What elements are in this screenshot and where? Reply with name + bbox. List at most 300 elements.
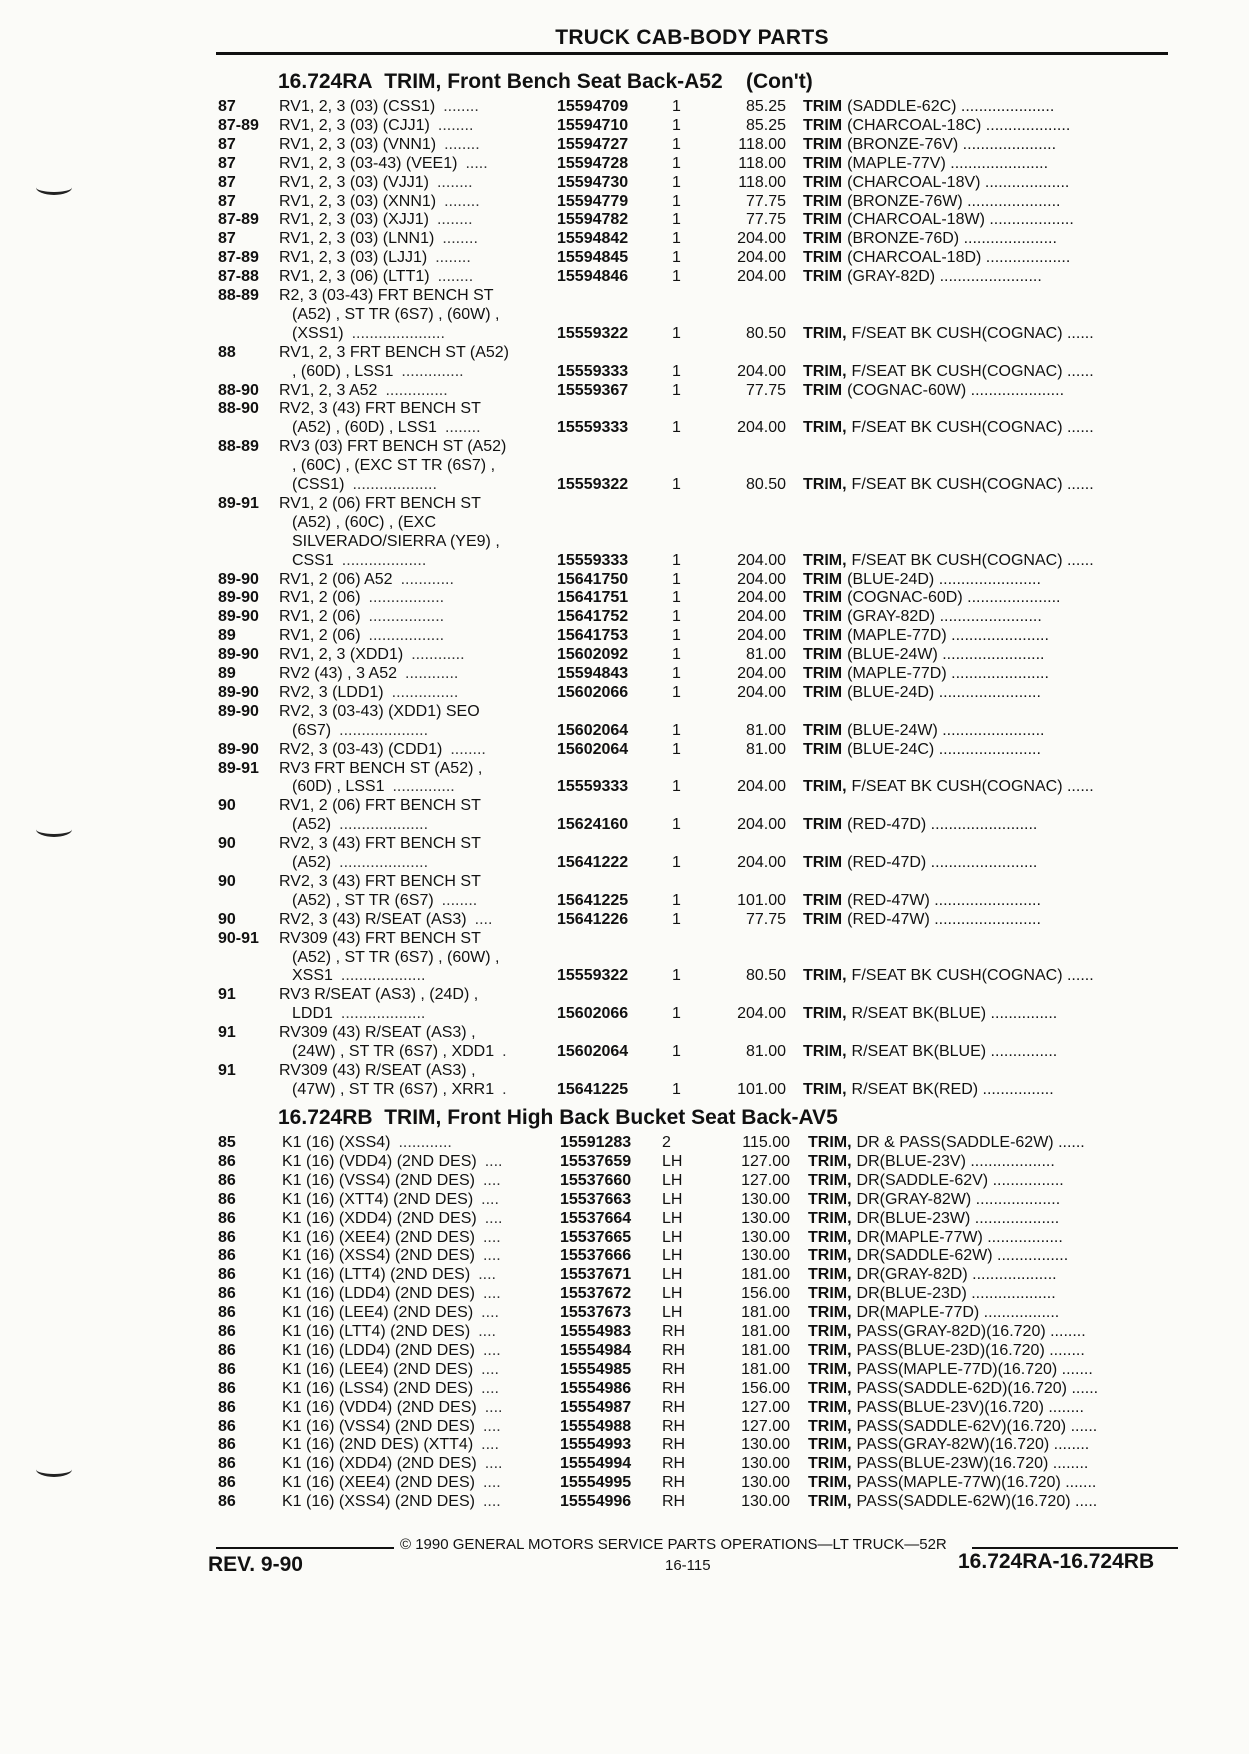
- row-description: [292, 305, 507, 324]
- row-name: [808, 1473, 1096, 1492]
- row-quantity: RH: [662, 1341, 686, 1359]
- row-description-text: RV1, 2, 3 (03) (VNN1): [279, 135, 437, 153]
- row-description-text: RV1, 2, 3 FRT BENCH ST (A52): [279, 343, 510, 361]
- section-code: 16.724RB: [278, 1106, 373, 1129]
- row-leader: ....: [482, 1247, 501, 1265]
- row-description: [292, 513, 444, 532]
- row-description: [282, 1190, 499, 1209]
- row-price: 204.00: [737, 419, 786, 437]
- row-leader: ....: [478, 1323, 496, 1340]
- table-row: [0, 1284, 1249, 1303]
- row-year: 86: [218, 1455, 236, 1473]
- table-row: [0, 929, 1249, 948]
- row-part-number: 15594846: [557, 268, 629, 286]
- row-quantity: 1: [672, 665, 681, 682]
- row-year: 91: [218, 1061, 236, 1079]
- row-name: [803, 626, 1049, 645]
- row-keyword: TRIM,: [808, 1417, 852, 1435]
- table-row: [0, 664, 1249, 683]
- row-name-text: (RED-47D) ........................: [847, 816, 1038, 834]
- row-name: [803, 740, 1041, 759]
- row-year: 89-90: [218, 608, 259, 626]
- row-description: [292, 418, 481, 437]
- row-quantity: 1: [672, 324, 681, 342]
- row-leader: ....: [484, 1398, 503, 1416]
- row-description-text: RV1, 2 (06) FRT BENCH ST: [279, 494, 481, 512]
- row-leader: ....: [482, 1417, 501, 1435]
- row-description-text: RV309 (43) FRT BENCH ST: [279, 929, 481, 947]
- punch-hole-mark: [36, 1462, 72, 1477]
- row-price: 130.00: [741, 1436, 790, 1454]
- row-part-number: 15641226: [557, 910, 629, 928]
- table-row: [0, 192, 1249, 211]
- row-description: [279, 343, 517, 362]
- table-row: [0, 343, 1249, 362]
- row-quantity: RH: [662, 1379, 686, 1397]
- row-leader: ............: [400, 570, 454, 588]
- row-description-text: K1 (16) (LTT4) (2ND DES): [282, 1266, 471, 1284]
- row-leader: ............: [405, 665, 459, 682]
- row-keyword: TRIM,: [808, 1341, 852, 1359]
- row-leader: ....: [481, 1379, 499, 1397]
- row-year: 87-89: [218, 116, 259, 134]
- row-part-number: 15537659: [560, 1152, 632, 1170]
- row-quantity: RH: [662, 1436, 686, 1454]
- row-leader: ....: [482, 1228, 501, 1246]
- row-description: [292, 777, 455, 796]
- table-row: [0, 1004, 1249, 1023]
- row-leader: ....: [478, 1266, 496, 1284]
- row-description-text: (XSS1): [292, 324, 344, 342]
- row-keyword: TRIM,: [803, 476, 847, 493]
- row-leader: ........: [436, 211, 473, 229]
- row-description-text: K1 (16) (LTT4) (2ND DES): [282, 1323, 471, 1340]
- row-name: [808, 1133, 1085, 1152]
- row-description: [282, 1473, 501, 1492]
- row-description: [279, 607, 444, 626]
- row-part-number: 15554985: [560, 1360, 632, 1378]
- row-part-number: 15594728: [557, 154, 629, 172]
- row-part-number: 15537665: [560, 1228, 632, 1246]
- row-name: [808, 1379, 1098, 1398]
- row-year: 86: [218, 1341, 236, 1359]
- row-description: [279, 135, 480, 154]
- row-leader: ....: [482, 1341, 501, 1359]
- row-description: [279, 248, 471, 267]
- row-year: 90: [218, 797, 236, 815]
- row-leader: ........: [450, 740, 486, 758]
- table-row: [0, 759, 1249, 778]
- row-description-text: R2, 3 (03-43) FRT BENCH ST: [279, 287, 494, 304]
- row-year: 89: [218, 627, 236, 645]
- row-description-text: (CSS1): [292, 476, 345, 493]
- row-name: [808, 1284, 1056, 1303]
- row-name-text: DR(GRAY-82W) ...................: [856, 1190, 1061, 1208]
- table-row: [0, 702, 1249, 721]
- table-row: [0, 97, 1249, 116]
- row-year: 87: [218, 173, 236, 191]
- row-quantity: LH: [662, 1209, 683, 1227]
- row-name-text: DR(MAPLE-77W) .................: [856, 1228, 1063, 1246]
- row-description-text: K1 (16) (LEE4) (2ND DES): [282, 1360, 474, 1378]
- row-year: 86: [218, 1247, 236, 1265]
- row-description-text: RV1, 2, 3 (03) (XJJ1): [279, 211, 429, 229]
- row-price: 181.00: [741, 1360, 790, 1378]
- row-keyword: TRIM: [803, 665, 843, 682]
- row-name-text: PASS(GRAY-82D)(16.720) ........: [856, 1323, 1086, 1340]
- row-price: 118.00: [738, 154, 786, 172]
- row-description-text: RV1, 2, 3 (03) (CJJ1): [279, 116, 430, 134]
- row-quantity: RH: [662, 1417, 686, 1435]
- row-quantity: 1: [672, 967, 681, 985]
- row-keyword: TRIM,: [808, 1266, 852, 1284]
- row-name-text: PASS(BLUE-23D)(16.720) ........: [856, 1341, 1085, 1359]
- table-row: [0, 173, 1249, 192]
- table-row: [0, 1398, 1249, 1417]
- row-description: [292, 891, 477, 910]
- row-year: 87: [218, 154, 236, 172]
- row-description: [279, 626, 444, 645]
- row-description-text: RV3 FRT BENCH ST (A52) ,: [279, 759, 483, 777]
- table-row: [0, 1190, 1249, 1209]
- row-leader: .: [502, 1043, 507, 1060]
- row-name: [803, 872, 808, 891]
- row-part-number: 15559333: [557, 778, 629, 796]
- row-price: 204.00: [737, 665, 786, 682]
- row-price: 204.00: [737, 268, 786, 286]
- row-year: 91: [218, 1024, 236, 1042]
- row-description: [292, 551, 426, 570]
- row-name: [803, 759, 808, 778]
- row-part-number: 15594843: [557, 665, 629, 682]
- row-part-number: 15554995: [560, 1474, 632, 1492]
- row-keyword: TRIM,: [808, 1134, 852, 1151]
- row-description-text: RV1, 2 (06) A52: [279, 570, 393, 588]
- row-name: [803, 532, 808, 551]
- row-leader: ...................: [341, 551, 427, 569]
- row-year: 90-91: [218, 929, 259, 947]
- row-quantity: 1: [672, 135, 681, 153]
- row-name: [803, 929, 808, 948]
- row-year: 89: [218, 665, 236, 682]
- row-name: [803, 1023, 808, 1042]
- row-part-number: 15591283: [560, 1134, 632, 1151]
- row-description: [282, 1303, 499, 1322]
- row-name: [803, 702, 808, 721]
- row-name: [803, 475, 1094, 494]
- row-year: 87: [218, 98, 236, 115]
- row-description: [282, 1417, 501, 1436]
- row-name: [803, 551, 1094, 570]
- row-description-text: K1 (16) (XSS4): [282, 1134, 391, 1151]
- row-name: [803, 324, 1094, 343]
- table-row: [0, 777, 1249, 796]
- row-keyword: TRIM,: [808, 1304, 852, 1322]
- row-keyword: TRIM: [803, 173, 843, 191]
- row-name: [803, 721, 1044, 740]
- row-year: 88-89: [218, 287, 259, 304]
- row-description: [279, 437, 514, 456]
- table-row: [0, 1152, 1249, 1171]
- row-price: 130.00: [741, 1228, 790, 1246]
- row-description: [282, 1341, 501, 1360]
- table-row: [0, 645, 1249, 664]
- row-description: [292, 1004, 425, 1023]
- table-row: [0, 381, 1249, 400]
- row-name-text: (RED-47W) ........................: [847, 891, 1041, 909]
- row-name-text: (BRONZE-76D) .....................: [847, 230, 1057, 248]
- row-price: 81.00: [745, 646, 786, 664]
- row-name-text: DR(SADDLE-62W) ................: [856, 1247, 1069, 1265]
- row-price: 118.00: [738, 135, 786, 153]
- table-row: [0, 229, 1249, 248]
- row-description: [282, 1246, 501, 1265]
- row-part-number: 15594730: [557, 173, 629, 191]
- row-part-number: 15594845: [557, 249, 629, 267]
- row-name: [803, 343, 808, 362]
- row-name-text: (GRAY-82D) .......................: [847, 268, 1042, 286]
- table-row: [0, 1080, 1249, 1099]
- row-price: 204.00: [737, 627, 786, 645]
- row-price: 81.00: [745, 740, 786, 758]
- row-quantity: 1: [672, 570, 681, 588]
- row-part-number: 15559322: [557, 967, 629, 985]
- row-year: 89-90: [218, 702, 259, 720]
- row-year: 88: [218, 343, 236, 361]
- row-description: [292, 324, 445, 343]
- footer-revision: REV. 9-90: [208, 1553, 303, 1576]
- row-name: [803, 853, 1037, 872]
- row-name: [803, 248, 1070, 267]
- row-year: 90: [218, 910, 236, 928]
- row-quantity: 1: [672, 1080, 681, 1098]
- table-row: [0, 1435, 1249, 1454]
- table-row: [0, 1209, 1249, 1228]
- row-description-text: K1 (16) (XSS4) (2ND DES): [282, 1247, 475, 1265]
- row-year: 89-91: [218, 494, 259, 512]
- row-description: [279, 985, 486, 1004]
- section-code: 16.724RA: [278, 70, 373, 93]
- row-name: [803, 891, 1041, 910]
- punch-hole-mark: [36, 822, 72, 837]
- section-text: TRIM, Front High Back Bucket Seat Back-AV5: [384, 1106, 838, 1129]
- row-description: [279, 210, 473, 229]
- row-part-number: 15554983: [560, 1323, 632, 1340]
- row-name: [803, 362, 1094, 381]
- row-name-text: PASS(SADDLE-62V)(16.720) ......: [856, 1417, 1098, 1435]
- row-description-text: RV2, 3 (03-43) (CDD1): [279, 740, 443, 758]
- row-keyword: TRIM,: [803, 967, 847, 985]
- row-leader: ........: [442, 230, 478, 248]
- row-keyword: TRIM,: [803, 324, 847, 342]
- row-quantity: 1: [672, 683, 681, 701]
- row-description-text: K1 (16) (XDD4) (2ND DES): [282, 1455, 477, 1473]
- row-name-text: (RED-47W) ........................: [847, 910, 1041, 928]
- row-name-text: (BLUE-24W) .......................: [847, 646, 1045, 664]
- row-description-text: RV1, 2 (06): [279, 608, 361, 626]
- row-name-text: (CHARCOAL-18V) ...................: [847, 173, 1070, 191]
- row-price: 77.75: [745, 192, 786, 210]
- row-name: [803, 399, 808, 418]
- row-name: [808, 1152, 1055, 1171]
- table-row: [0, 437, 1249, 456]
- row-description: [282, 1171, 501, 1190]
- row-year: 86: [218, 1228, 236, 1246]
- table-row: [0, 1023, 1249, 1042]
- row-name-text: F/SEAT BK CUSH(COGNAC) ......: [851, 551, 1094, 569]
- row-year: 86: [218, 1360, 236, 1378]
- row-description-text: K1 (16) (XTT4) (2ND DES): [282, 1190, 474, 1208]
- row-part-number: 15559333: [557, 419, 629, 437]
- row-description: [282, 1265, 496, 1284]
- row-quantity: 1: [672, 627, 681, 645]
- row-part-number: 15537663: [560, 1190, 632, 1208]
- row-leader: ....: [484, 1209, 503, 1227]
- row-name: [808, 1341, 1085, 1360]
- row-description: [292, 362, 464, 381]
- row-quantity: LH: [662, 1247, 683, 1265]
- row-keyword: TRIM: [803, 116, 843, 134]
- table-row: [0, 116, 1249, 135]
- row-quantity: 1: [672, 154, 681, 172]
- row-name: [803, 645, 1044, 664]
- row-description: [279, 683, 458, 702]
- row-part-number: 15559333: [557, 362, 629, 380]
- row-quantity: RH: [662, 1455, 686, 1473]
- row-description-text: RV2, 3 (43) FRT BENCH ST: [279, 835, 481, 853]
- row-description: [282, 1284, 501, 1303]
- row-part-number: 15641750: [557, 570, 629, 588]
- section-title-rb: [278, 1106, 838, 1130]
- row-leader: ....: [484, 1152, 503, 1170]
- row-name: [803, 777, 1094, 796]
- row-description: [282, 1209, 502, 1228]
- row-description: [279, 702, 488, 721]
- row-name: [803, 437, 808, 456]
- table-row: [0, 1492, 1249, 1511]
- row-description-text: RV1, 2, 3 (XDD1): [279, 646, 404, 664]
- row-name-text: PASS(MAPLE-77D)(16.720) .......: [856, 1360, 1093, 1378]
- row-leader: ..............: [385, 381, 448, 399]
- row-name-text: (BRONZE-76W) .....................: [847, 192, 1061, 210]
- row-year: 86: [218, 1190, 236, 1208]
- row-part-number: 15537666: [560, 1247, 632, 1265]
- row-name-text: (RED-47D) ........................: [847, 854, 1038, 871]
- row-name: [803, 910, 1041, 929]
- row-description: [282, 1492, 501, 1511]
- table-row: [0, 721, 1249, 740]
- row-description: [279, 267, 473, 286]
- row-quantity: RH: [662, 1474, 686, 1492]
- row-name: [803, 1061, 808, 1080]
- row-description-text: (A52) , ST TR (6S7) , (60W) ,: [292, 948, 500, 966]
- row-keyword: TRIM: [803, 627, 843, 645]
- row-leader: .....: [465, 154, 488, 172]
- row-name-text: (SADDLE-62C) .....................: [847, 98, 1055, 115]
- row-keyword: TRIM: [803, 740, 843, 758]
- table-row: [0, 154, 1249, 173]
- row-description-text: LDD1: [292, 1005, 333, 1023]
- row-keyword: TRIM: [803, 570, 843, 588]
- row-keyword: TRIM: [803, 721, 843, 739]
- row-leader: ....: [481, 1304, 499, 1322]
- row-description: [292, 966, 425, 985]
- row-name: [803, 570, 1041, 589]
- row-leader: ........: [436, 173, 473, 191]
- row-price: 204.00: [737, 589, 786, 607]
- row-price: 85.25: [745, 116, 786, 134]
- row-name: [803, 173, 1069, 192]
- row-description: [279, 740, 486, 759]
- table-row: [0, 948, 1249, 967]
- table-row: [0, 910, 1249, 929]
- table-row: [0, 891, 1249, 910]
- row-leader: ..............: [401, 362, 464, 380]
- table-row: [0, 267, 1249, 286]
- row-price: 77.75: [745, 381, 786, 399]
- table-row: [0, 1322, 1249, 1341]
- row-description-text: RV2, 3 (03-43) (XDD1) SEO: [279, 702, 480, 720]
- row-name-text: R/SEAT BK(RED) ................: [851, 1080, 1054, 1098]
- row-description-text: RV309 (43) R/SEAT (AS3) ,: [279, 1061, 476, 1079]
- row-name: [803, 948, 808, 967]
- table-row: [0, 570, 1249, 589]
- row-keyword: TRIM,: [808, 1379, 852, 1397]
- row-name-text: (MAPLE-77D) ......................: [847, 665, 1049, 682]
- row-name: [803, 418, 1094, 437]
- row-keyword: TRIM,: [803, 1005, 847, 1023]
- row-description-text: RV1, 2, 3 (06) (LTT1): [279, 268, 430, 286]
- row-price: 127.00: [741, 1152, 790, 1170]
- row-name-text: R/SEAT BK(BLUE) ...............: [851, 1005, 1058, 1023]
- row-description: [279, 154, 488, 173]
- row-price: 118.00: [738, 173, 786, 191]
- row-name: [808, 1417, 1097, 1436]
- row-price: 204.00: [737, 551, 786, 569]
- row-part-number: 15641752: [557, 608, 629, 626]
- row-part-number: 15559367: [557, 381, 629, 399]
- row-keyword: TRIM,: [808, 1152, 852, 1170]
- row-name-text: DR(BLUE-23W) ...................: [856, 1209, 1060, 1227]
- row-name: [808, 1246, 1068, 1265]
- row-description: [279, 664, 458, 683]
- row-description-text: RV2, 3 (43) FRT BENCH ST: [279, 872, 481, 890]
- row-quantity: 1: [672, 721, 681, 739]
- row-part-number: 15554986: [560, 1379, 632, 1397]
- row-keyword: TRIM,: [808, 1323, 852, 1340]
- row-leader: ....: [482, 1493, 501, 1511]
- row-keyword: TRIM,: [803, 1080, 847, 1098]
- row-price: 181.00: [741, 1266, 790, 1284]
- row-part-number: 15537673: [560, 1304, 632, 1322]
- row-year: 87: [218, 135, 236, 153]
- row-description: [292, 1042, 507, 1061]
- row-part-number: 15554987: [560, 1398, 632, 1416]
- row-part-number: 15594727: [557, 135, 629, 153]
- row-quantity: 1: [672, 891, 681, 909]
- row-leader: ...................: [352, 476, 437, 493]
- row-price: 101.00: [737, 891, 786, 909]
- row-year: 86: [218, 1398, 236, 1416]
- row-description-text: RV1, 2, 3 (03) (LNN1): [279, 230, 435, 248]
- row-description-text: K1 (16) (VDD4) (2ND DES): [282, 1398, 477, 1416]
- row-quantity: RH: [662, 1323, 686, 1340]
- row-description-text: K1 (16) (LDD4) (2ND DES): [282, 1341, 475, 1359]
- row-description-text: K1 (16) (XEE4) (2ND DES): [282, 1474, 475, 1492]
- row-name: [803, 607, 1042, 626]
- row-quantity: 1: [672, 740, 681, 758]
- table-row: [0, 305, 1249, 324]
